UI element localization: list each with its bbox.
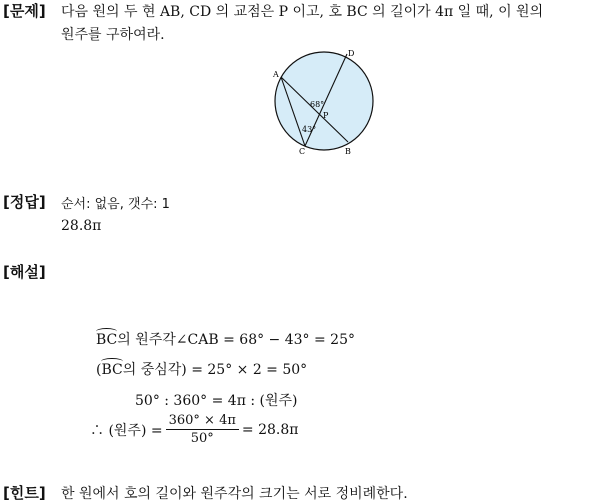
fraction-numerator: 360° × 4π: [166, 413, 239, 430]
problem-tag: [문제]: [3, 2, 46, 20]
label-D: D: [348, 49, 355, 58]
solution-line-2: [96, 359, 307, 379]
fraction-denominator: 50°: [190, 431, 214, 446]
therefore-text: ∴ (원주) =: [90, 422, 163, 439]
angle-label-43: 43°: [302, 125, 317, 134]
arc-bc: BC: [96, 332, 118, 348]
hint-tag: [힌트]: [3, 484, 46, 502]
solution-line-1-text: 의 원주각∠CAB = 68° − 43° = 25°: [117, 332, 355, 348]
circle-figure: [268, 46, 388, 156]
open-paren: (: [96, 362, 102, 378]
angle-label-68: 68°: [310, 100, 325, 109]
solution-line-3: 50° : 360° = 4π : (원주): [135, 393, 298, 409]
answer-tag: [정답]: [3, 193, 46, 211]
solution-tag: [해설]: [3, 263, 46, 281]
label-B: B: [345, 147, 351, 156]
fraction: [166, 413, 239, 446]
arc-bc-2: BC: [101, 362, 123, 378]
label-P: P: [323, 111, 329, 120]
hint-text: 한 원에서 호의 길이와 원주각의 크기는 서로 정비례한다.: [61, 486, 408, 502]
label-A: A: [273, 70, 279, 79]
solution-line-1: [96, 329, 355, 349]
answer-meta: 순서: 없음, 갯수: 1: [61, 197, 170, 212]
result-text: = 28.8π: [241, 421, 299, 438]
problem-text-line2: 원주를 구하여라.: [61, 27, 165, 43]
solution-line-2-text: 의 중심각) = 25° × 2 = 50°: [122, 362, 308, 378]
problem-text-line1: 다음 원의 두 현 AB, CD 의 교점은 P 이고, 호 BC 의 길이가 4π 일 때, 이 원의: [61, 4, 544, 20]
answer-value: 28.8π: [61, 218, 102, 234]
label-C: C: [299, 147, 306, 156]
solution-line-4: [90, 413, 298, 446]
